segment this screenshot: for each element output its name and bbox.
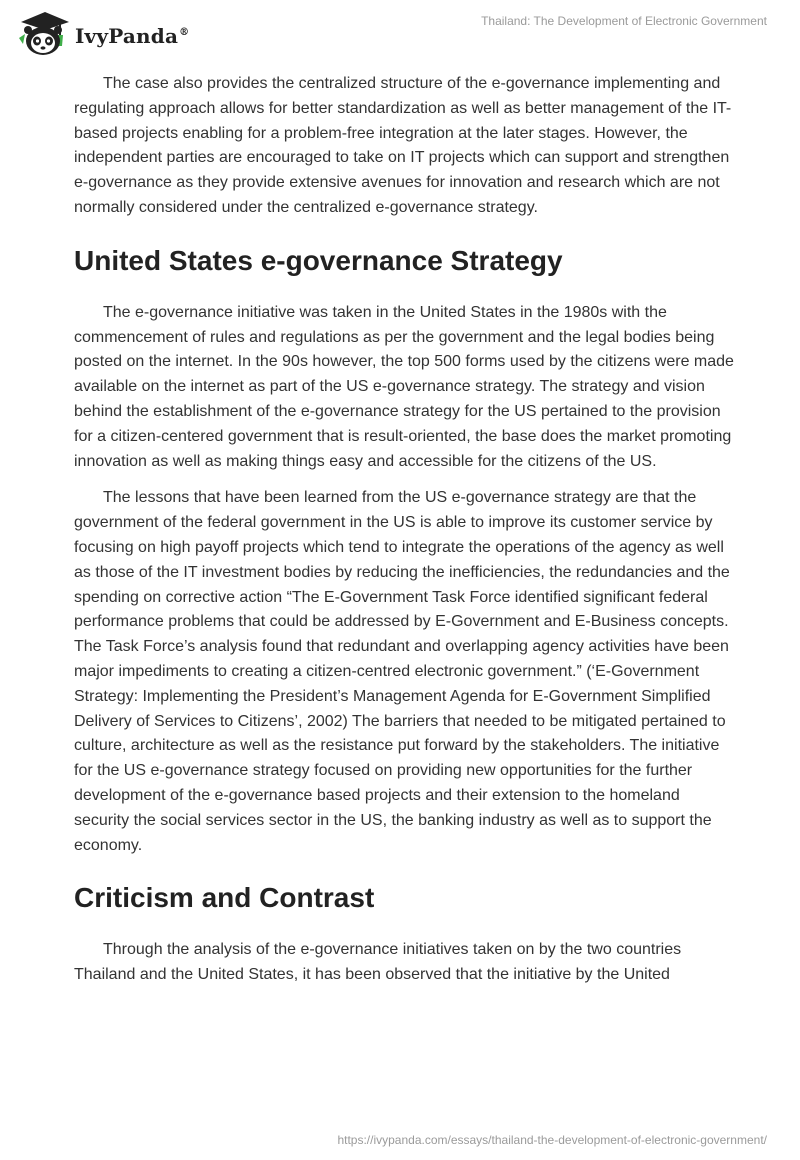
source-url[interactable]: https://ivypanda.com/essays/thailand-the-development-of-electronic-government/ [337,1133,767,1147]
panda-logo-icon [15,8,71,58]
registered-mark: ® [179,27,190,39]
paragraph: The e-governance initiative was taken in the United States in the 1980s with the commencement of rules and regulations as per the government and the legal bodies being posted on the internet. In the 90s however, the top 500 forms used by the citizens were made available on the internet as part of the US e-governance strategy. The strategy and vision behind the establishment of the e-governance strategy for the US pertained to the provision for a citizen-centered government that is result-oriented, the base does the market promoting innovation as well as making things easy and accessible for the citizens of the US. [74,303,734,470]
essay-body [74,72,734,1000]
section-heading: United States e-governance Strategy [74,244,563,276]
brand-name: IvyPanda® [75,24,190,48]
document-title: Thailand: The Development of Electronic Government [481,14,767,28]
paragraph: The case also provides the centralized structure of the e-governance implementing and regulating approach allows for better standardization as well as better management of the IT-based projects enabling for a problem-free integration at the later stages. However, the independent parties are encouraged to take on IT projects which can support and strengthen e-governance as they provide extensive avenues for innovation and research which are not normally considered under the centralized e-governance strategy. [74,75,732,216]
logo[interactable] [15,8,189,58]
paragraph: Through the analysis of the e-governance initiatives taken on by the two countries Thailand and the United States, it has been observed that the initiative by the United [74,941,682,984]
paragraph: The lessons that have been learned from the US e-governance strategy are that the government of the federal government in the US is able to improve its customer service by focusing on high payoff projects which tend to integrate the operations of the agency as well as those of the IT investment bodies by reducing the inefficiencies, the redundancies and the spending on corrective action “The E-Government Task Force identified significant federal performance problems that could be addressed by E-Government and E-Business concepts. The Task Force’s analysis found that redundant and overlapping agency activities have been major impediments to creating a citizen-centred electronic government.” (‘E-Government Strategy: Implementing the President’s Management Agenda for E-Government Simplified Delivery of Services to Citizens’, 2002) The barriers that needed to be mitigated pertained to culture, architecture as well as the resistance put forward by the stakeholders. The initiative for the US e-governance strategy focused on providing new opportunities for the further development of the e-governance based projects and their extension to the homeland security the social services sector in the US, the banking industry as well as to support the economy. [74,489,730,854]
section-heading: Criticism and Contrast [74,882,375,914]
page-header [0,0,800,70]
